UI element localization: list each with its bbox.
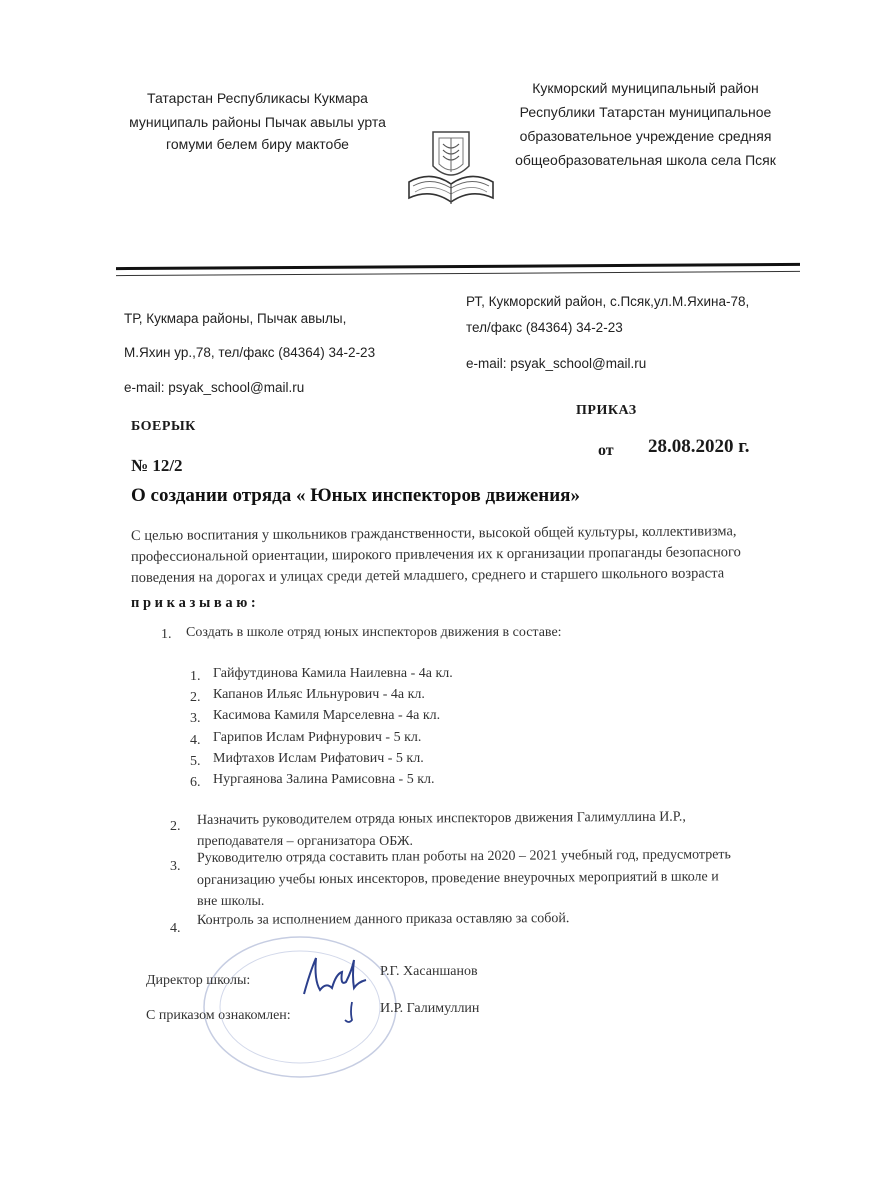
director-name: Р.Г. Хасаншанов (380, 964, 478, 979)
contact-left-address1: ТР, Кукмара районы, Пычак авылы, (124, 311, 347, 326)
header-divider-thin (116, 271, 800, 276)
header-right-line-4: общеобразовательная школа села Псяк (515, 152, 776, 168)
member-name: Гарипов Ислам Рифнурович - 5 кл. (213, 730, 422, 745)
order-title: О создании отряда « Юных инспекторов движения» (131, 485, 580, 506)
acquainted-label: С приказом ознакомлен: (146, 1008, 291, 1023)
item-number-2: 2. (170, 819, 181, 834)
item-text-1: Создать в школе отряд юных инспекторов движения в составе: (186, 625, 562, 640)
contact-left-address2: М.Яхин ур.,78, тел/факс (84364) 34-2-23 (124, 345, 376, 360)
header-left-line-1: Татарстан Республикасы Кукмара (147, 90, 368, 106)
order-command: п р и к а з ы в а ю : (131, 595, 256, 611)
order-date-prefix: от (598, 442, 614, 459)
contact-right-address2: тел/факс (84364) 34-2-23 (466, 320, 623, 335)
order-date: 28.08.2020 г. (648, 436, 750, 457)
member-number: 3. (190, 711, 201, 726)
director-label: Директор школы: (146, 973, 251, 988)
header-right-line-2: Республики Татарстан муниципальное (519, 104, 772, 120)
preamble-line-1: С целью воспитания у школьников гражданственности, высокой общей культуры, коллективизма, (130, 523, 737, 544)
header-right (508, 76, 783, 172)
preamble-line-2: профессиональной ориентации, широкого привлечения их к организации пропаганды безопасного (130, 544, 741, 565)
item-number-3: 3. (170, 859, 181, 874)
item-text-2-line-1: Назначить руководителем отряда юных инспекторов движения Галимуллина И.Р., (196, 809, 686, 828)
member-number: 5. (190, 754, 201, 769)
order-number: № 12/2 (131, 456, 183, 475)
header-divider-thick (116, 263, 800, 270)
acquainted-signature-icon (340, 998, 364, 1033)
item-text-2-line-2: преподавателя – организатора ОБЖ. (197, 834, 413, 849)
item-text-3-line-3: вне школы. (197, 894, 265, 909)
member-number: 2. (190, 690, 201, 705)
header-left-line-2: муниципаль районы Пычак авылы урта (129, 114, 386, 130)
member-name: Нургаянова Залина Рамисовна - 5 кл. (213, 772, 435, 787)
contact-left-email: e-mail: psyak_school@mail.ru (124, 380, 305, 395)
order-label-russian: ПРИКАЗ (576, 403, 637, 418)
item-number-1: 1. (161, 627, 172, 642)
header-left-line-3: гомуми белем биру мактобе (166, 136, 349, 152)
acquainted-name: И.Р. Галимуллин (380, 1001, 480, 1016)
item-text-3-line-1: Руководителю отряда составить план роботы на 2020 – 2021 учебный год, предусмотреть (196, 847, 731, 866)
member-number: 4. (190, 733, 201, 748)
school-book-emblem-icon (403, 122, 499, 217)
member-name: Гайфутдинова Камила Наилевна - 4а кл. (213, 666, 453, 681)
header-right-line-1: Кукморский муниципальный район (532, 80, 759, 96)
preamble-line-3: поведения на дорогах и улицах среди детей младшего, среднего и старшего школьного возраста (130, 565, 725, 586)
member-name: Касимова Камиля Марселевна - 4а кл. (213, 708, 441, 723)
item-number-4: 4. (170, 921, 181, 936)
contact-right-email: e-mail: psyak_school@mail.ru (466, 356, 647, 371)
header-right-line-3: образовательное учреждение средняя (519, 128, 772, 144)
member-name: Мифтахов Ислам Рифатович - 5 кл. (213, 751, 424, 766)
member-number: 1. (190, 669, 201, 684)
contact-right-address1: РТ, Кукморский район, с.Псяк,ул.М.Яхина-78, (466, 294, 750, 309)
director-signature-icon (296, 952, 376, 1007)
item-text-3-line-2: организацию учебы юных инсекторов, проведение внеурочных мероприятий в школе и (196, 869, 719, 888)
order-label-tatar: БОЕРЫК (131, 419, 196, 434)
member-name: Капанов Ильяс Ильнурович - 4а кл. (213, 687, 425, 702)
header-left (120, 86, 395, 156)
item-text-4: Контроль за исполнением данного приказа оставляю за собой. (196, 911, 570, 928)
member-number: 6. (190, 775, 201, 790)
